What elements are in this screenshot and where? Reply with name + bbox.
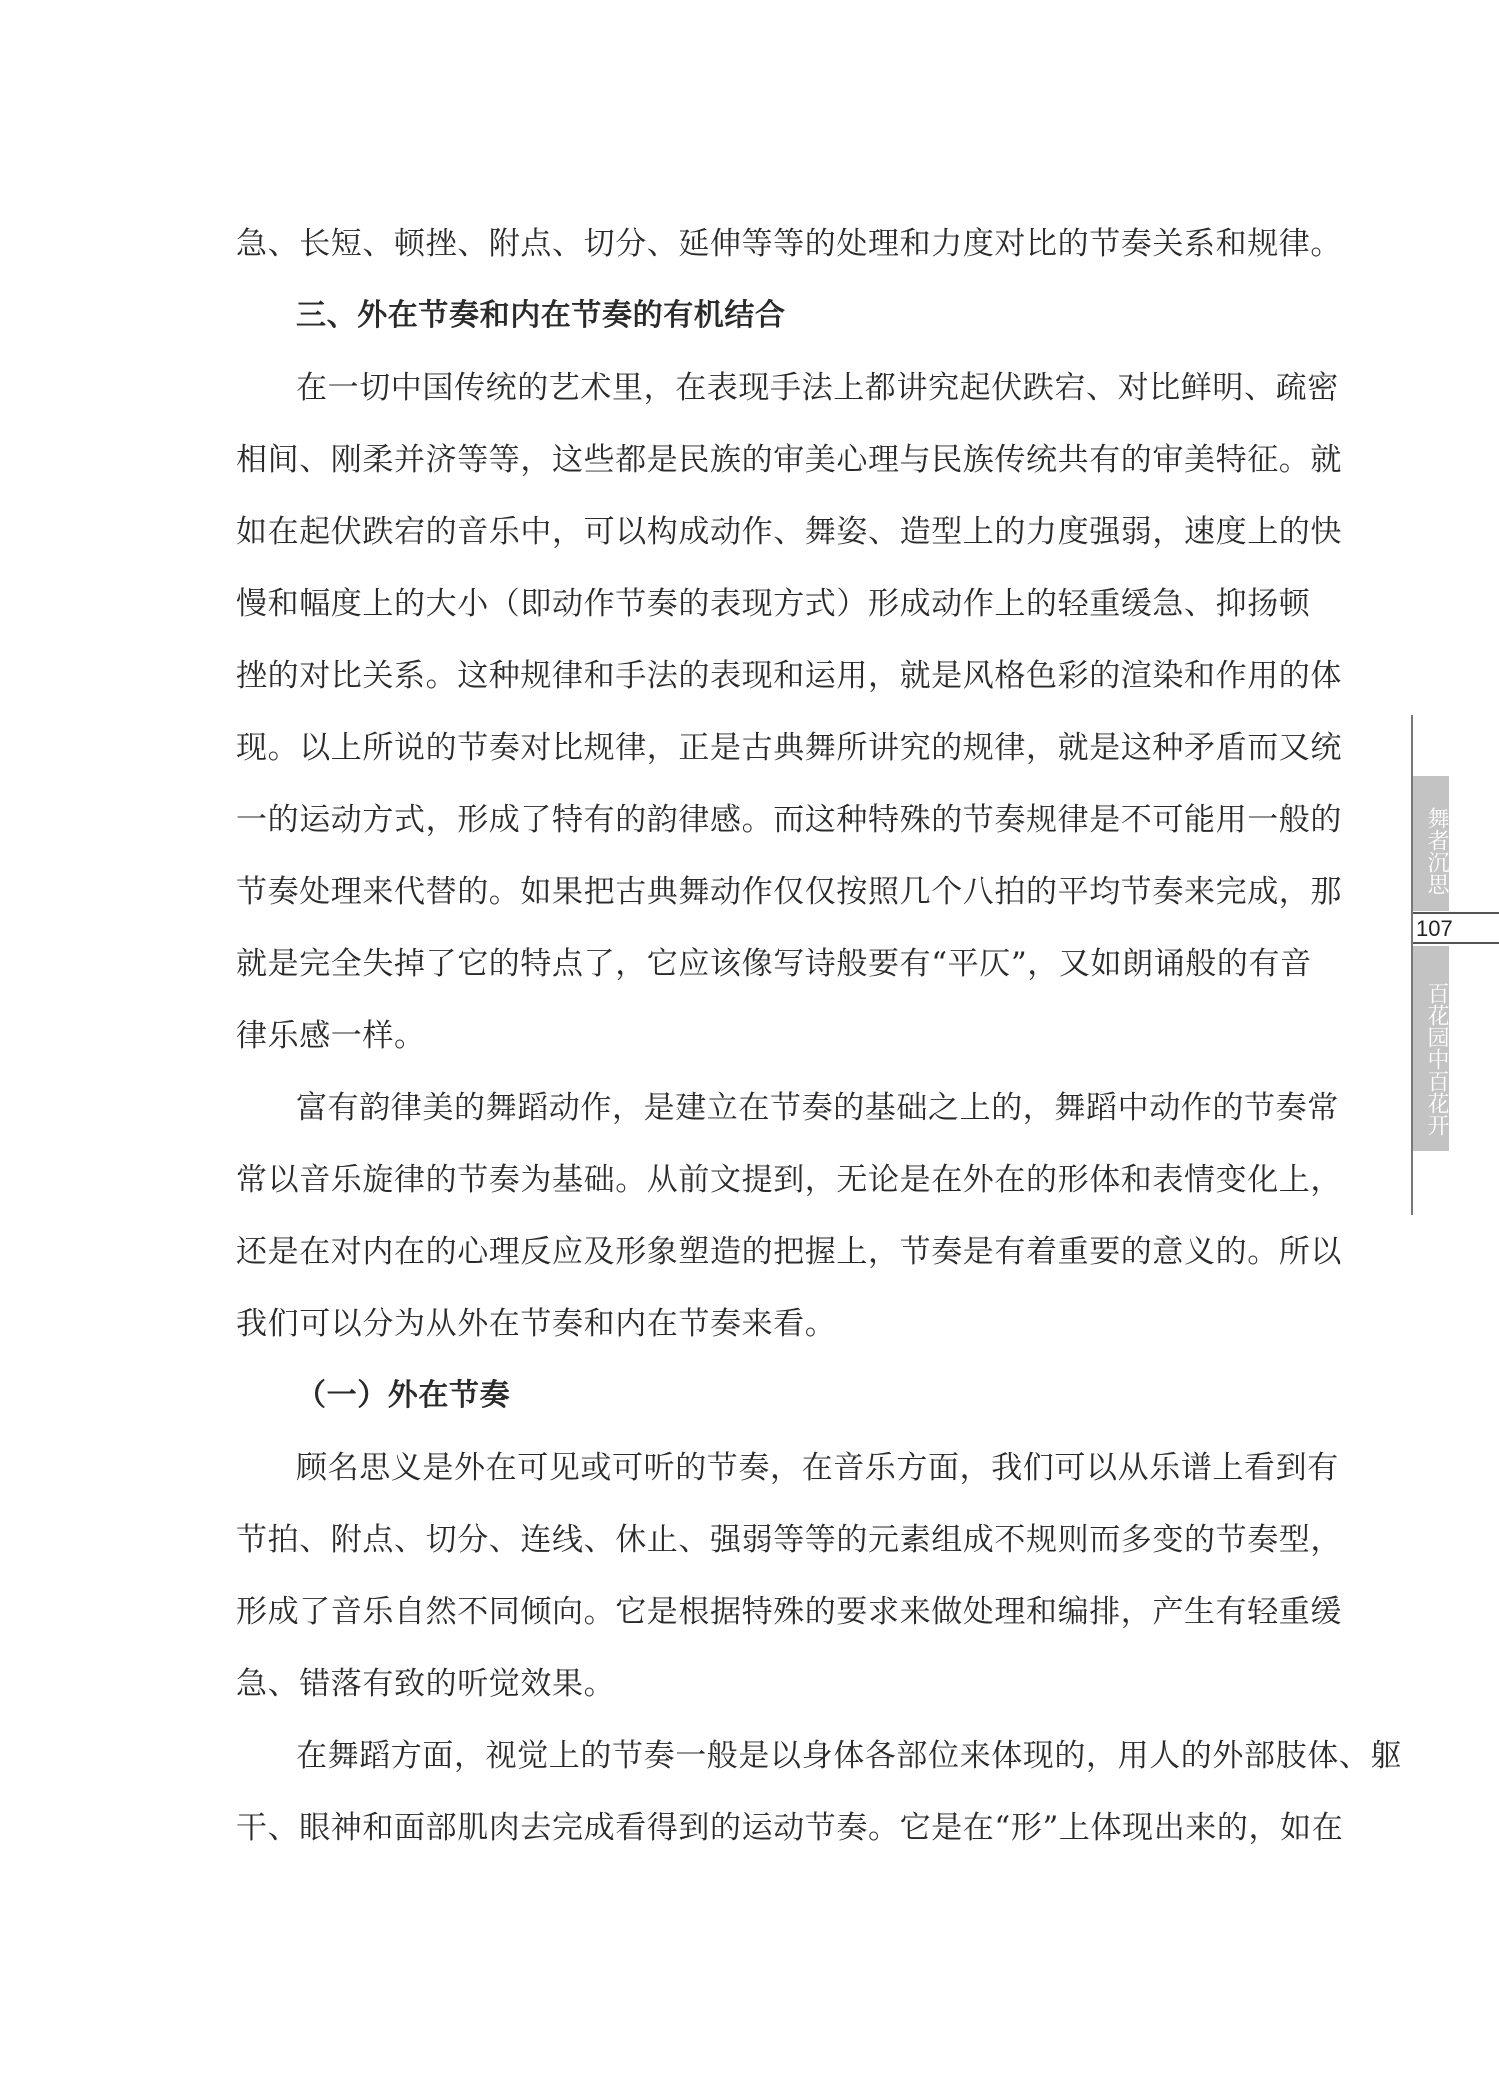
text-line: 就是完全失掉了它的特点了，它应该像写诗般要有“平仄”，又如朗诵般的有音 [236,946,1312,982]
text-line: 一的运动方式，形成了特有的韵律感。而这种特殊的节奏规律是不可能用一般的 [236,802,1342,838]
side-tab-book-title: 舞者沉思 [1413,776,1449,911]
text-line: 形成了音乐自然不同倾向。它是根据特殊的要求来做处理和编排，产生有轻重缓 [236,1594,1342,1630]
text-line: 富有韵律美的舞蹈动作，是建立在节奏的基础之上的，舞蹈中动作的节奏常 [296,1090,1339,1126]
text-line: 顾名思义是外在可见或可听的节奏，在音乐方面，我们可以从乐谱上看到有 [296,1450,1339,1486]
text-line: 律乐感一样。 [236,1018,426,1054]
page-number: 107 [1413,912,1499,944]
subsection-heading [236,1360,1281,1432]
section-heading [236,280,1281,352]
paragraph-5 [236,1720,1402,1864]
side-tab-chapter-title: 百花园中百花开 [1413,946,1449,1151]
text-line: 相间、刚柔并济等等，这些都是民族的审美心理与民族传统共有的审美特征。就 [236,442,1342,478]
text-line: 挫的对比关系。这种规律和手法的表现和运用，就是风格色彩的渲染和作用的体 [236,658,1342,694]
text-line: 在一切中国传统的艺术里，在表现手法上都讲究起伏跌宕、对比鲜明、疏密 [296,370,1339,406]
text-line: 急、长短、顿挫、附点、切分、延伸等等的处理和力度对比的节奏关系和规律。 [236,226,1342,262]
text-line: 如在起伏跌宕的音乐中，可以构成动作、舞姿、造型上的力度强弱，速度上的快 [236,514,1342,550]
text-line: 常以音乐旋律的节奏为基础。从前文提到，无论是在外在的形体和表情变化上， [236,1162,1342,1198]
body-text [236,208,1402,1864]
text-line: 还是在对内在的心理反应及形象塑造的把握上，节奏是有着重要的意义的。所以 [236,1234,1342,1270]
heading-text: （一）外在节奏 [296,1378,511,1413]
text-line: 我们可以分为从外在节奏和内在节奏来看。 [236,1306,837,1342]
paragraph-1 [236,208,1342,280]
heading-text: 三、外在节奏和内在节奏的有机结合 [296,298,786,333]
text-line: 现。以上所说的节奏对比规律，正是古典舞所讲究的规律，就是这种矛盾而又统 [236,730,1342,766]
text-line: 节奏处理来代替的。如果把古典舞动作仅仅按照几个八拍的平均节奏来完成，那 [236,874,1342,910]
paragraph-3 [236,1072,1342,1360]
paragraph-2 [236,352,1342,1072]
text-line: 节拍、附点、切分、连线、休止、强弱等等的元素组成不规则而多变的节奏型， [236,1522,1342,1558]
paragraph-4 [236,1432,1342,1720]
text-line: 在舞蹈方面，视觉上的节奏一般是以身体各部位来体现的，用人的外部肢体、躯 [296,1738,1402,1774]
text-line: 急、错落有致的听觉效果。 [236,1666,616,1702]
text-line: 干、眼神和面部肌肉去完成看得到的运动节奏。它是在“形”上体现出来的，如在 [236,1810,1344,1846]
text-line: 慢和幅度上的大小（即动作节奏的表现方式）形成动作上的轻重缓急、抑扬顿 [236,586,1311,622]
